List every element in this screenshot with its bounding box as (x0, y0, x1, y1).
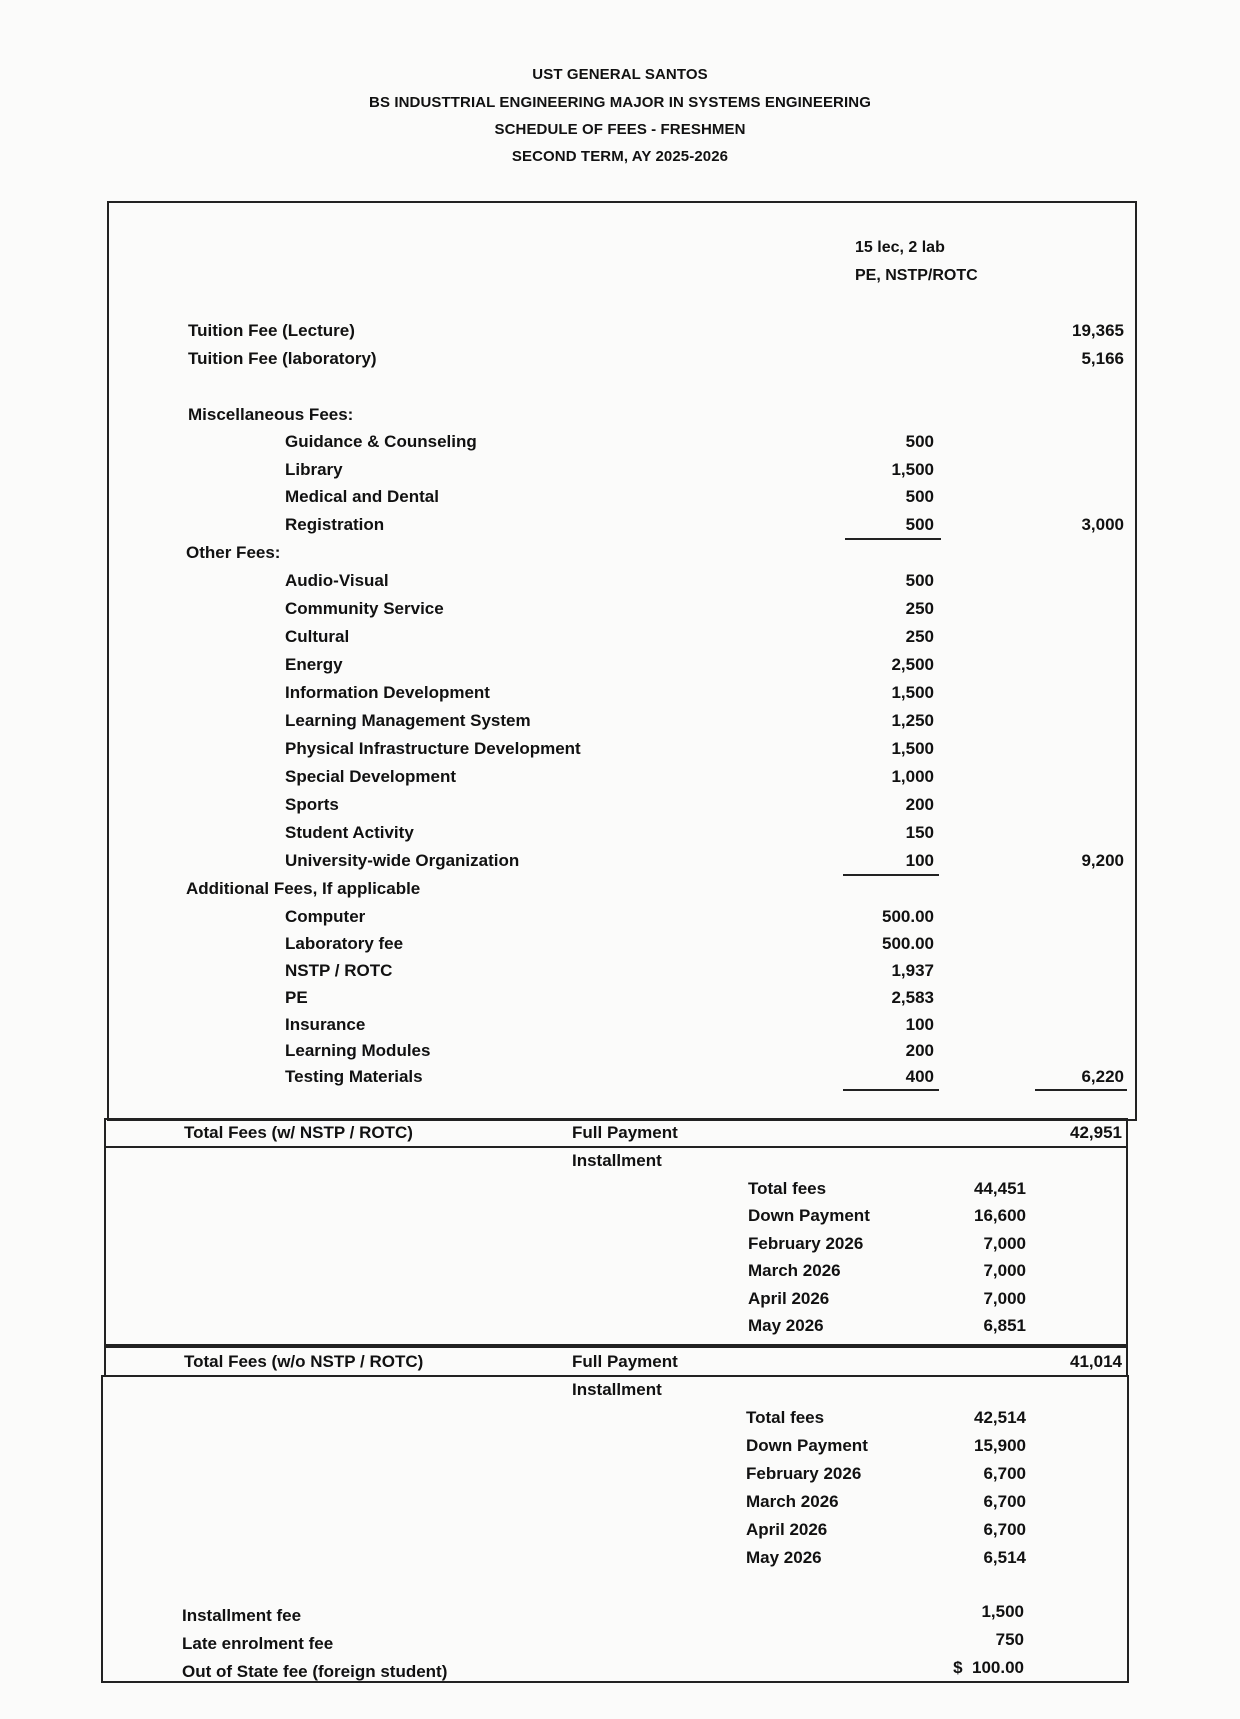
installment-row-amount: 6,851 (983, 1316, 1026, 1335)
additional-item-label: Computer (285, 907, 366, 926)
term-label: SECOND TERM, AY 2025-2026 (511, 148, 729, 165)
tuition-lecture-total: 19,365 (1072, 321, 1124, 340)
full-payment-label: Full Payment (572, 1352, 678, 1371)
other-fees-title: Other Fees: (186, 543, 281, 562)
tuition-lab-total: 5,166 (1081, 349, 1124, 368)
with-nstp-label: Total Fees (w/ NSTP / ROTC) (184, 1123, 413, 1142)
installment-row-label: February 2026 (748, 1234, 864, 1253)
additional-item-amount: 400 (905, 1067, 934, 1086)
schedule-title: SCHEDULE OF FEES - FRESHMEN (494, 121, 746, 138)
fee-amount: 750 (995, 1630, 1024, 1649)
additional-item-amount: 2,583 (891, 988, 934, 1007)
additional-item-amount: 500.00 (882, 934, 934, 953)
installment-row-amount: 6,700 (983, 1520, 1026, 1539)
misc-total: 3,000 (1081, 515, 1124, 534)
full-payment-label: Full Payment (572, 1123, 678, 1142)
other-item-label: Student Activity (285, 823, 414, 842)
additional-fees-title: Additional Fees, If applicable (186, 879, 421, 898)
misc-item-amount: 500 (905, 515, 934, 534)
other-item-amount: 1,000 (891, 767, 934, 786)
additional-item-amount: 500.00 (882, 907, 934, 926)
other-item-amount: 2,500 (891, 655, 934, 674)
other-item-label: University-wide Organization (285, 851, 520, 870)
other-item-label: Special Development (285, 767, 457, 786)
school-name: UST GENERAL SANTOS (532, 66, 708, 83)
other-item-amount: 150 (905, 823, 934, 842)
installment-row-label: March 2026 (746, 1492, 839, 1511)
fee-label: Late enrolment fee (182, 1634, 334, 1653)
misc-fees-title: Miscellaneous Fees: (188, 405, 354, 424)
installment-row-label: May 2026 (748, 1316, 824, 1335)
misc-subtotal-underline (845, 538, 941, 540)
column-header-line2: PE, NSTP/ROTC (855, 267, 978, 284)
additional-item-amount: 1,937 (891, 961, 934, 980)
additional-item-amount: 200 (905, 1041, 934, 1060)
other-item-amount: 250 (905, 599, 934, 618)
other-item-label: Cultural (285, 627, 350, 646)
installment-row-label: Down Payment (746, 1436, 868, 1455)
other-item-amount: 200 (905, 795, 934, 814)
other-item-label: Information Development (285, 683, 490, 702)
fee-label: Out of State fee (foreign student) (182, 1662, 448, 1681)
installment-row-label: Total fees (746, 1408, 825, 1427)
without-nstp-full-payment: 41,014 (1070, 1352, 1122, 1371)
other-item-label: Community Service (285, 599, 444, 618)
fee-label: Installment fee (182, 1606, 302, 1625)
installment-row-amount: 44,451 (974, 1179, 1026, 1198)
other-subtotal-underline (843, 874, 939, 876)
grand-subtotal-underline (1035, 1089, 1127, 1091)
other-item-label: Audio-Visual (285, 571, 389, 590)
misc-item-amount: 500 (905, 487, 934, 506)
misc-item-label: Guidance & Counseling (285, 432, 477, 451)
with-nstp-full-payment: 42,951 (1070, 1123, 1122, 1142)
fee-amount: 1,500 (981, 1602, 1024, 1621)
other-item-amount: 500 (905, 571, 934, 590)
other-item-amount: 250 (905, 627, 934, 646)
installment-row-label: Down Payment (748, 1206, 870, 1225)
installment-row-label: April 2026 (746, 1520, 828, 1539)
installment-row-amount: 15,900 (974, 1436, 1026, 1455)
installment-row-amount: 7,000 (983, 1289, 1026, 1308)
misc-item-label: Library (285, 460, 343, 479)
additional-item-label: Testing Materials (285, 1067, 423, 1086)
installment-row-amount: 6,700 (983, 1464, 1026, 1483)
program-name: BS INDUSTTRIAL ENGINEERING MAJOR IN SYSTEMS ENGINEERING (369, 94, 871, 111)
additional-item-label: Laboratory fee (285, 934, 404, 953)
tuition-lab-label: Tuition Fee (laboratory) (188, 349, 377, 368)
fee-amount: $ 100.00 (953, 1658, 1024, 1677)
misc-item-label: Registration (285, 515, 385, 534)
installment-row-amount: 16,600 (974, 1206, 1026, 1225)
column-header-line1: 15 lec, 2 lab (855, 239, 945, 256)
installment-row-amount: 6,514 (983, 1548, 1026, 1567)
other-item-label: Physical Infrastructure Development (285, 739, 581, 758)
installment-row-label: April 2026 (748, 1289, 830, 1308)
additional-item-amount: 100 (905, 1015, 934, 1034)
installment-row-label: March 2026 (748, 1261, 841, 1280)
installment-row-amount: 42,514 (974, 1408, 1026, 1427)
additional-item-label: PE (285, 988, 308, 1007)
other-item-amount: 1,500 (891, 683, 934, 702)
other-item-label: Energy (285, 655, 343, 674)
installment-row-label: Total fees (748, 1179, 827, 1198)
misc-item-label: Medical and Dental (285, 487, 439, 506)
installment-row-amount: 7,000 (983, 1261, 1026, 1280)
misc-item-amount: 1,500 (891, 460, 934, 479)
other-item-amount: 100 (905, 851, 934, 870)
installment-label: Installment (572, 1151, 662, 1170)
other-total: 9,200 (1081, 851, 1124, 870)
additional-subtotal-underline (843, 1089, 939, 1091)
installment-row-amount: 7,000 (983, 1234, 1026, 1253)
additional-item-label: Learning Modules (285, 1041, 431, 1060)
tuition-lecture-label: Tuition Fee (Lecture) (188, 321, 355, 340)
installment-row-label: May 2026 (746, 1548, 822, 1567)
without-nstp-label: Total Fees (w/o NSTP / ROTC) (184, 1352, 424, 1371)
other-item-amount: 1,500 (891, 739, 934, 758)
misc-item-amount: 500 (905, 432, 934, 451)
additional-item-label: NSTP / ROTC (285, 961, 393, 980)
installment-label: Installment (572, 1380, 662, 1399)
other-item-label: Sports (285, 795, 339, 814)
other-item-label: Learning Management System (285, 711, 531, 730)
additional-item-label: Insurance (285, 1015, 366, 1034)
additional-total: 6,220 (1081, 1067, 1124, 1086)
other-item-amount: 1,250 (891, 711, 934, 730)
installment-row-amount: 6,700 (983, 1492, 1026, 1511)
installment-row-label: February 2026 (746, 1464, 862, 1483)
